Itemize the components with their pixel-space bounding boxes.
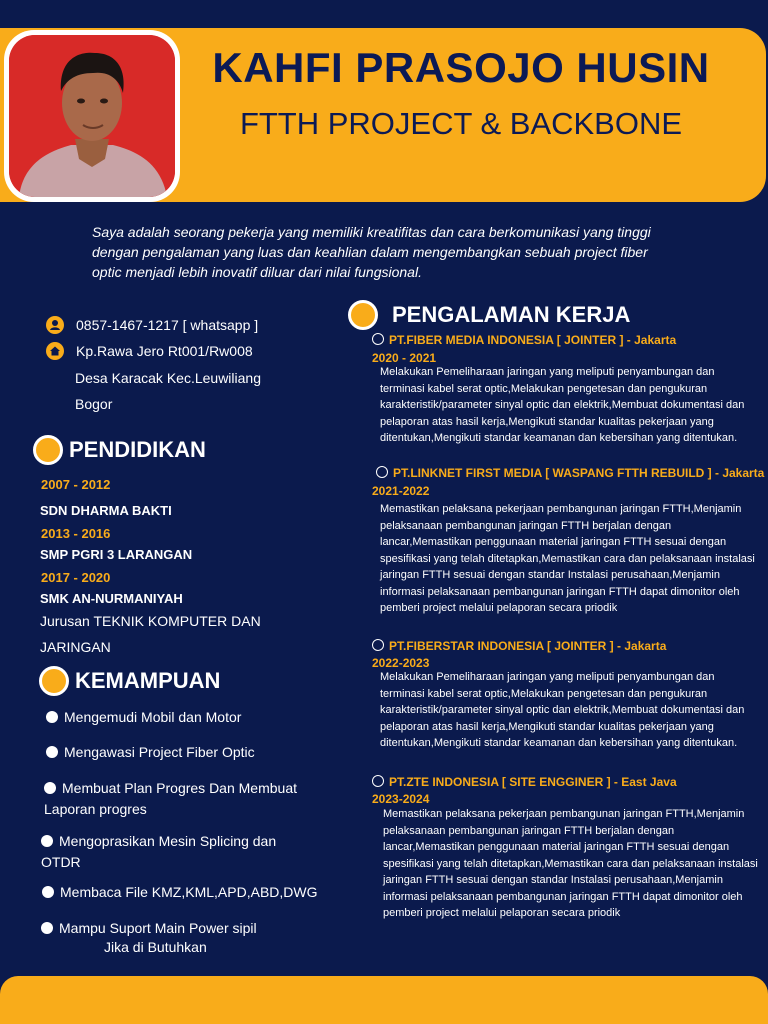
education-heading xyxy=(33,435,206,465)
address-line-2: Desa Karacak Kec.Leuwiliang xyxy=(75,370,261,386)
bullet-icon xyxy=(46,746,58,758)
skills-heading-text: KEMAMPUAN xyxy=(75,668,221,693)
bullet-icon xyxy=(46,711,58,723)
skill-item: Mengoprasikan Mesin Splicing dan OTDR xyxy=(41,833,277,870)
job-description: Memastikan pelaksana pekerjaan pembangunan jaringan FTTH,Menjamin pelaksanaan pembangunan jaringan FTTH berjalan dengan lancar,Memastikan penggunaan material jaringan FTTH sesuai dengan spesifikasi yang telah ditetapkan,Memastikan cara dan pelaksanaan instalasi jaringan FTTH sesuai dengan standar Instalasi perusahaan,Menjamin informasi pelaksanaan pembangunan jaringan FTTH dapat dimonitor oleh pemberi project melalui pelaporan secara priodik xyxy=(380,503,755,614)
profile-photo xyxy=(9,35,175,197)
skill-note: Jika di Butuhkan xyxy=(104,939,207,955)
section-bullet-icon xyxy=(39,666,69,696)
skills-heading xyxy=(39,666,220,696)
job-description: Melakukan Pemeliharaan jaringan yang meliputi penyambungan dan terminasi kabel serat optic,Melakukan pengetesan dan pengukuran karakteristik/parameter sinyal optic dan elektrik,Membuat dokumentasi dan pelaporan atas hasil kerja,Mengikuti standar kualitas pekerjaan yang ditentukan,Mengikuti standar keamanan dan kebersihan yang ditentukan. xyxy=(380,366,745,444)
bullet-icon xyxy=(42,886,54,898)
education-school: SMP PGRI 3 LARANGAN xyxy=(40,547,193,562)
education-years: 2013 - 2016 xyxy=(41,526,111,541)
skill-item: Mengawasi Project Fiber Optic xyxy=(46,742,336,763)
user-icon xyxy=(46,316,64,334)
bullet-icon xyxy=(41,835,53,847)
section-bullet-icon xyxy=(348,300,378,330)
profile-photo-frame xyxy=(4,30,180,202)
education-heading-text: PENDIDIKAN xyxy=(69,437,206,462)
job-title: FTTH PROJECT & BACKBONE xyxy=(239,106,683,141)
person-portrait-icon xyxy=(9,35,175,197)
job-description: Melakukan Pemeliharaan jaringan yang meliputi penyambungan dan terminasi kabel serat optic,Melakukan pengetesan dan pengukuran karakteristik/parameter sinyal optic dan elektrik,Membuat dokumentasi dan pelaporan atas hasil kerja,Mengikuti standar kualitas pekerjaan yang ditentukan,Mengikuti standar keamanan dan kebersihan yang ditentukan. xyxy=(380,671,745,749)
experience-heading-text: PENGALAMAN KERJA xyxy=(392,302,631,327)
job-years: 2023-2024 xyxy=(372,792,430,806)
education-school: SDN DHARMA BAKTI xyxy=(40,503,172,518)
education-years: 2007 - 2012 xyxy=(41,477,111,492)
job-title-entry: PT.FIBERSTAR INDONESIA [ JOINTER ] - Jakarta xyxy=(372,639,666,653)
skill-item: Membaca File KMZ,KML,APD,ABD,DWG xyxy=(42,882,332,903)
education-major: Jurusan TEKNIK KOMPUTER DAN xyxy=(40,613,261,629)
job-years: 2022-2023 xyxy=(372,656,430,670)
job-title-entry: PT.ZTE INDONESIA [ SITE ENGGINER ] - East Java xyxy=(372,775,677,789)
circle-bullet-icon xyxy=(372,639,384,651)
education-school: SMK AN-NURMANIYAH xyxy=(40,591,183,606)
skill-item: Membuat Plan Progres Dan Membuat Laporan progres xyxy=(44,780,297,817)
circle-bullet-icon xyxy=(376,466,388,478)
job-years: 2021-2022 xyxy=(372,484,430,498)
bullet-icon xyxy=(41,922,53,934)
bullet-icon xyxy=(44,782,56,794)
address-line-1: Kp.Rawa Jero Rt001/Rw008 xyxy=(76,343,253,359)
job-description: Memastikan pelaksana pekerjaan pembangunan jaringan FTTH,Menjamin pelaksanaan pembangunan jaringan FTTH berjalan dengan lancar,Memastikan penggunaan material jaringan FTTH sesuai dengan spesifikasi yang telah ditetapkan,Memastikan cara dan pelaksanaan instalasi jaringan FTTH sesuai dengan standar Instalasi perusahaan,Menjamin informasi pelaksanaan pembangunan jaringan FTTH dapat dimonitor oleh pemberi project melalui pelaporan secara priodik xyxy=(383,808,758,919)
job-years: 2020 - 2021 xyxy=(372,351,437,365)
education-major-cont: JARINGAN xyxy=(40,639,111,655)
phone-text: 0857-1467-1217 [ whatsapp ] xyxy=(76,317,259,333)
contact-address xyxy=(46,342,253,360)
experience-heading xyxy=(348,300,630,330)
contact-phone xyxy=(46,316,258,334)
address-line-3: Bogor xyxy=(75,396,113,412)
education-years: 2017 - 2020 xyxy=(41,570,111,585)
footer-bar xyxy=(0,976,768,1024)
profile-summary: Saya adalah seorang pekerja yang memiliki kreatifitas dan cara berkomunikasi yang tinggi dengan pengalaman yang luas dan keahlian dalam mengembangkan sebuah project fiber optic menjadi lebih inovatif diluar dari nilai fungsional. xyxy=(92,224,651,280)
skill-item: Mengemudi Mobil dan Motor xyxy=(46,707,336,728)
circle-bullet-icon xyxy=(372,333,384,345)
section-bullet-icon xyxy=(33,435,63,465)
job-title-entry: PT.LINKNET FIRST MEDIA [ WASPANG FTTH REBUILD ] - Jakarta xyxy=(376,466,764,480)
circle-bullet-icon xyxy=(372,775,384,787)
skill-item: Mampu Suport Main Power sipil xyxy=(41,918,331,939)
job-title-entry: PT.FIBER MEDIA INDONESIA [ JOINTER ] - Jakarta xyxy=(372,333,676,347)
person-name: KAHFI PRASOJO HUSIN xyxy=(212,44,710,91)
home-icon xyxy=(46,342,64,360)
